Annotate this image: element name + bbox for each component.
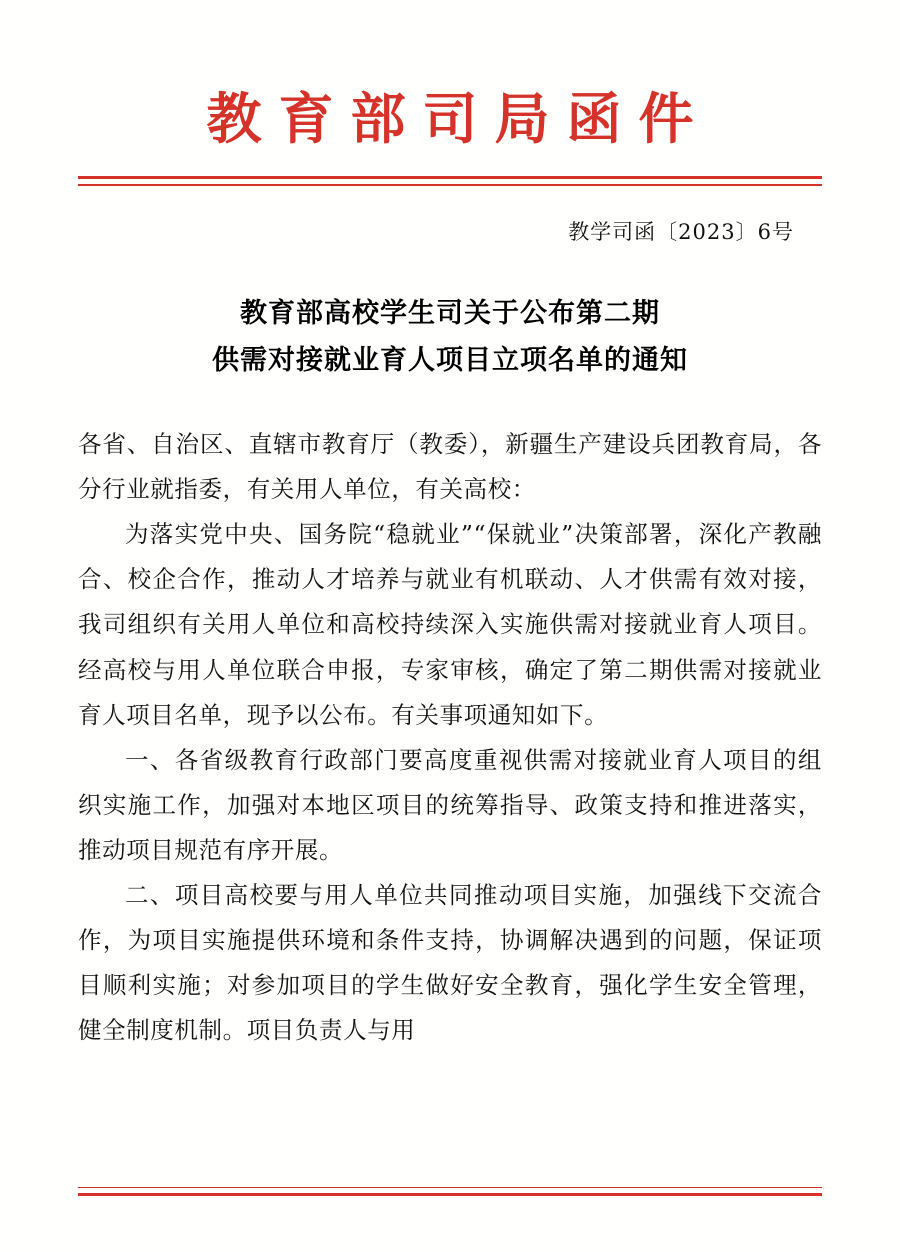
masthead-rules — [78, 176, 822, 186]
document-body — [78, 422, 822, 1054]
masthead — [78, 0, 822, 186]
masthead-rule-thin — [78, 184, 822, 186]
page-title-line-2: 供需对接就业育人项目立项名单的通知 — [212, 344, 688, 376]
body-paragraph: 为落实党中央、国务院“稳就业”“保就业”决策部署，深化产教融合、校企合作，推动人才培养与就业有机联动、人才供需有效对接，我司组织有关用人单位和高校持续深入实施供需对接就业育人项目。经高校与用人单位联合申报，专家审核，确定了第二期供需对接就业育人项目名单，现予以公布。有关事项通知如下。 — [78, 520, 822, 729]
footer-rule-thin — [78, 1187, 822, 1189]
footer-rules — [78, 1187, 822, 1197]
masthead-title: 教育部司局函件 — [206, 86, 711, 151]
page-title — [78, 290, 822, 385]
body-paragraph: 各省、自治区、直辖市教育厅（教委），新疆生产建设兵团教育局，各分行业就指委，有关用人单位，有关高校： — [78, 430, 822, 504]
masthead-rule-thick — [78, 176, 822, 179]
body-paragraph: 二、项目高校要与用人单位共同推动项目实施，加强线下交流合作，为项目实施提供环境和条件支持，协调解决遇到的问题，保证项目顺利实施；对参加项目的学生做好安全教育，强化学生安全管理，健全制度机制。项目负责人与用 — [78, 881, 822, 1045]
body-paragraph: 一、各省级教育行政部门要高度重视供需对接就业育人项目的组织实施工作，加强对本地区项目的统筹指导、政策支持和推进落实，推动项目规范有序开展。 — [78, 745, 822, 864]
footer-rule-thick — [78, 1193, 822, 1196]
document-number-row — [78, 216, 822, 246]
document-number: 教学司函〔2023〕6号 — [568, 219, 794, 244]
page-title-line-1: 教育部高校学生司关于公布第二期 — [240, 297, 660, 329]
